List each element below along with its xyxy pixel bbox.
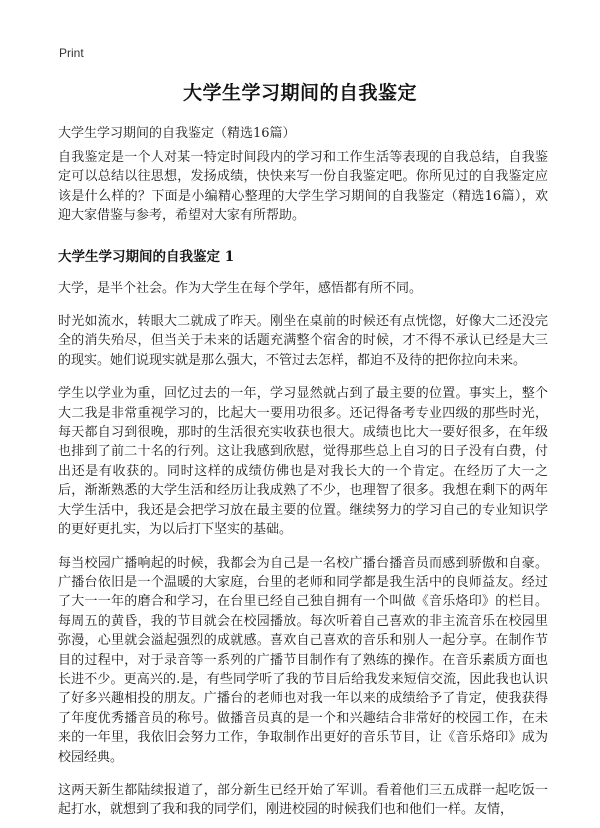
article-subtitle: 大学生学习期间的自我鉴定（精选16篇）	[58, 126, 296, 141]
body-paragraph: 这两天新生都陆续报道了，部分新生已经开始了军训。看着他们三五成群一起吃饭一起打水，就想到了我和我的同学们，刚进校园的时候我们也和他们一样。友情，	[58, 782, 548, 818]
section-heading: 大学生学习期间的自我鉴定 1	[58, 248, 235, 265]
intro-paragraph: 自我鉴定是一个人对某一特定时间段内的学习和工作生活等表现的自我总结，自我鉴定可以总结以往思想，发扬成绩，快快来写一份自我鉴定吧。你所见过的自我鉴定应该是什么样的？下面是小编精心整理的大学生学习期间的自我鉴定（精选16篇），欢迎大家借鉴与参考，希望对大家有所帮助。	[58, 150, 548, 224]
page-title: 大学生学习期间的自我鉴定	[182, 82, 417, 104]
body-paragraph: 每当校园广播响起的时候，我都会为自己是一名校广播台播音员而感到骄傲和自豪。广播台依旧是一个温暖的大家庭，台里的老师和同学都是我生活中的良师益友。经过了大一一年的磨合和学习，在台里已经自己独自拥有一个叫做《音乐烙印》的栏目。每周五的黄昏，我的节目就会在校园播放。每次听着自己喜欢的非主流音乐在校园里弥漫，心里就会溢起强烈的成就感。喜欢自己喜欢的音乐和别人一起分享。在制作节目的过程中，对于录音等一系列的广播节目制作有了熟练的操作。在音乐素质方面也长进不少。更高兴的.是，有些同学听了我的节目后给我发来短信交流，因此我也认识了好多兴趣相投的朋友。广播台的老师也对我一年以来的成绩给予了肯定，使我获得了年度优秀播音员的称号。做播音员真的是一个和兴趣结合非常好的校园工作，在未来的一年里，我依旧会努力工作，争取制作出更好的音乐节目，让《音乐烙印》成为校园经典。	[58, 555, 548, 765]
body-paragraph: 大学，是半个社会。作为大学生在每个学年，感悟都有所不同。	[58, 280, 423, 296]
body-paragraph: 时光如流水，转眼大二就成了昨天。刚坐在桌前的时候还有点恍惚，好像大二还没完全的消失殆尽，但当关于未来的话题充满整个宿舍的时候，才不得不承认已经是大三的现实。她们说现实就是那么强大，不管过去怎样，都迫不及待的把你拉向未来。	[58, 314, 548, 368]
body-paragraph: 学生以学业为重，回忆过去的一年，学习显然就占到了最主要的位置。事实上，整个大二我是非常重视学习的，比起大一要用功很多。还记得备考专业四级的那些时光，每天都自习到很晚，那时的生活很充实收获也很大。成绩也比大一要好很多，在年级也排到了前二十名的行列。这让我感到欣慰，觉得那些总上自习的日子没有白费，付出还是有收获的。同时这样的成绩仿佛也是对我长大的一个肯定。在经历了大一之后，渐渐熟悉的大学生活和经历让我成熟了不少，也理智了很多。我想在剩下的两年大学生活中，我还是会把学习放在最主要的位置。继续努力的学习自己的专业知识学的更好更扎实，为以后打下坚实的基础。	[58, 386, 548, 538]
article-body	[58, 148, 548, 828]
print-link[interactable]: Print	[59, 46, 84, 60]
